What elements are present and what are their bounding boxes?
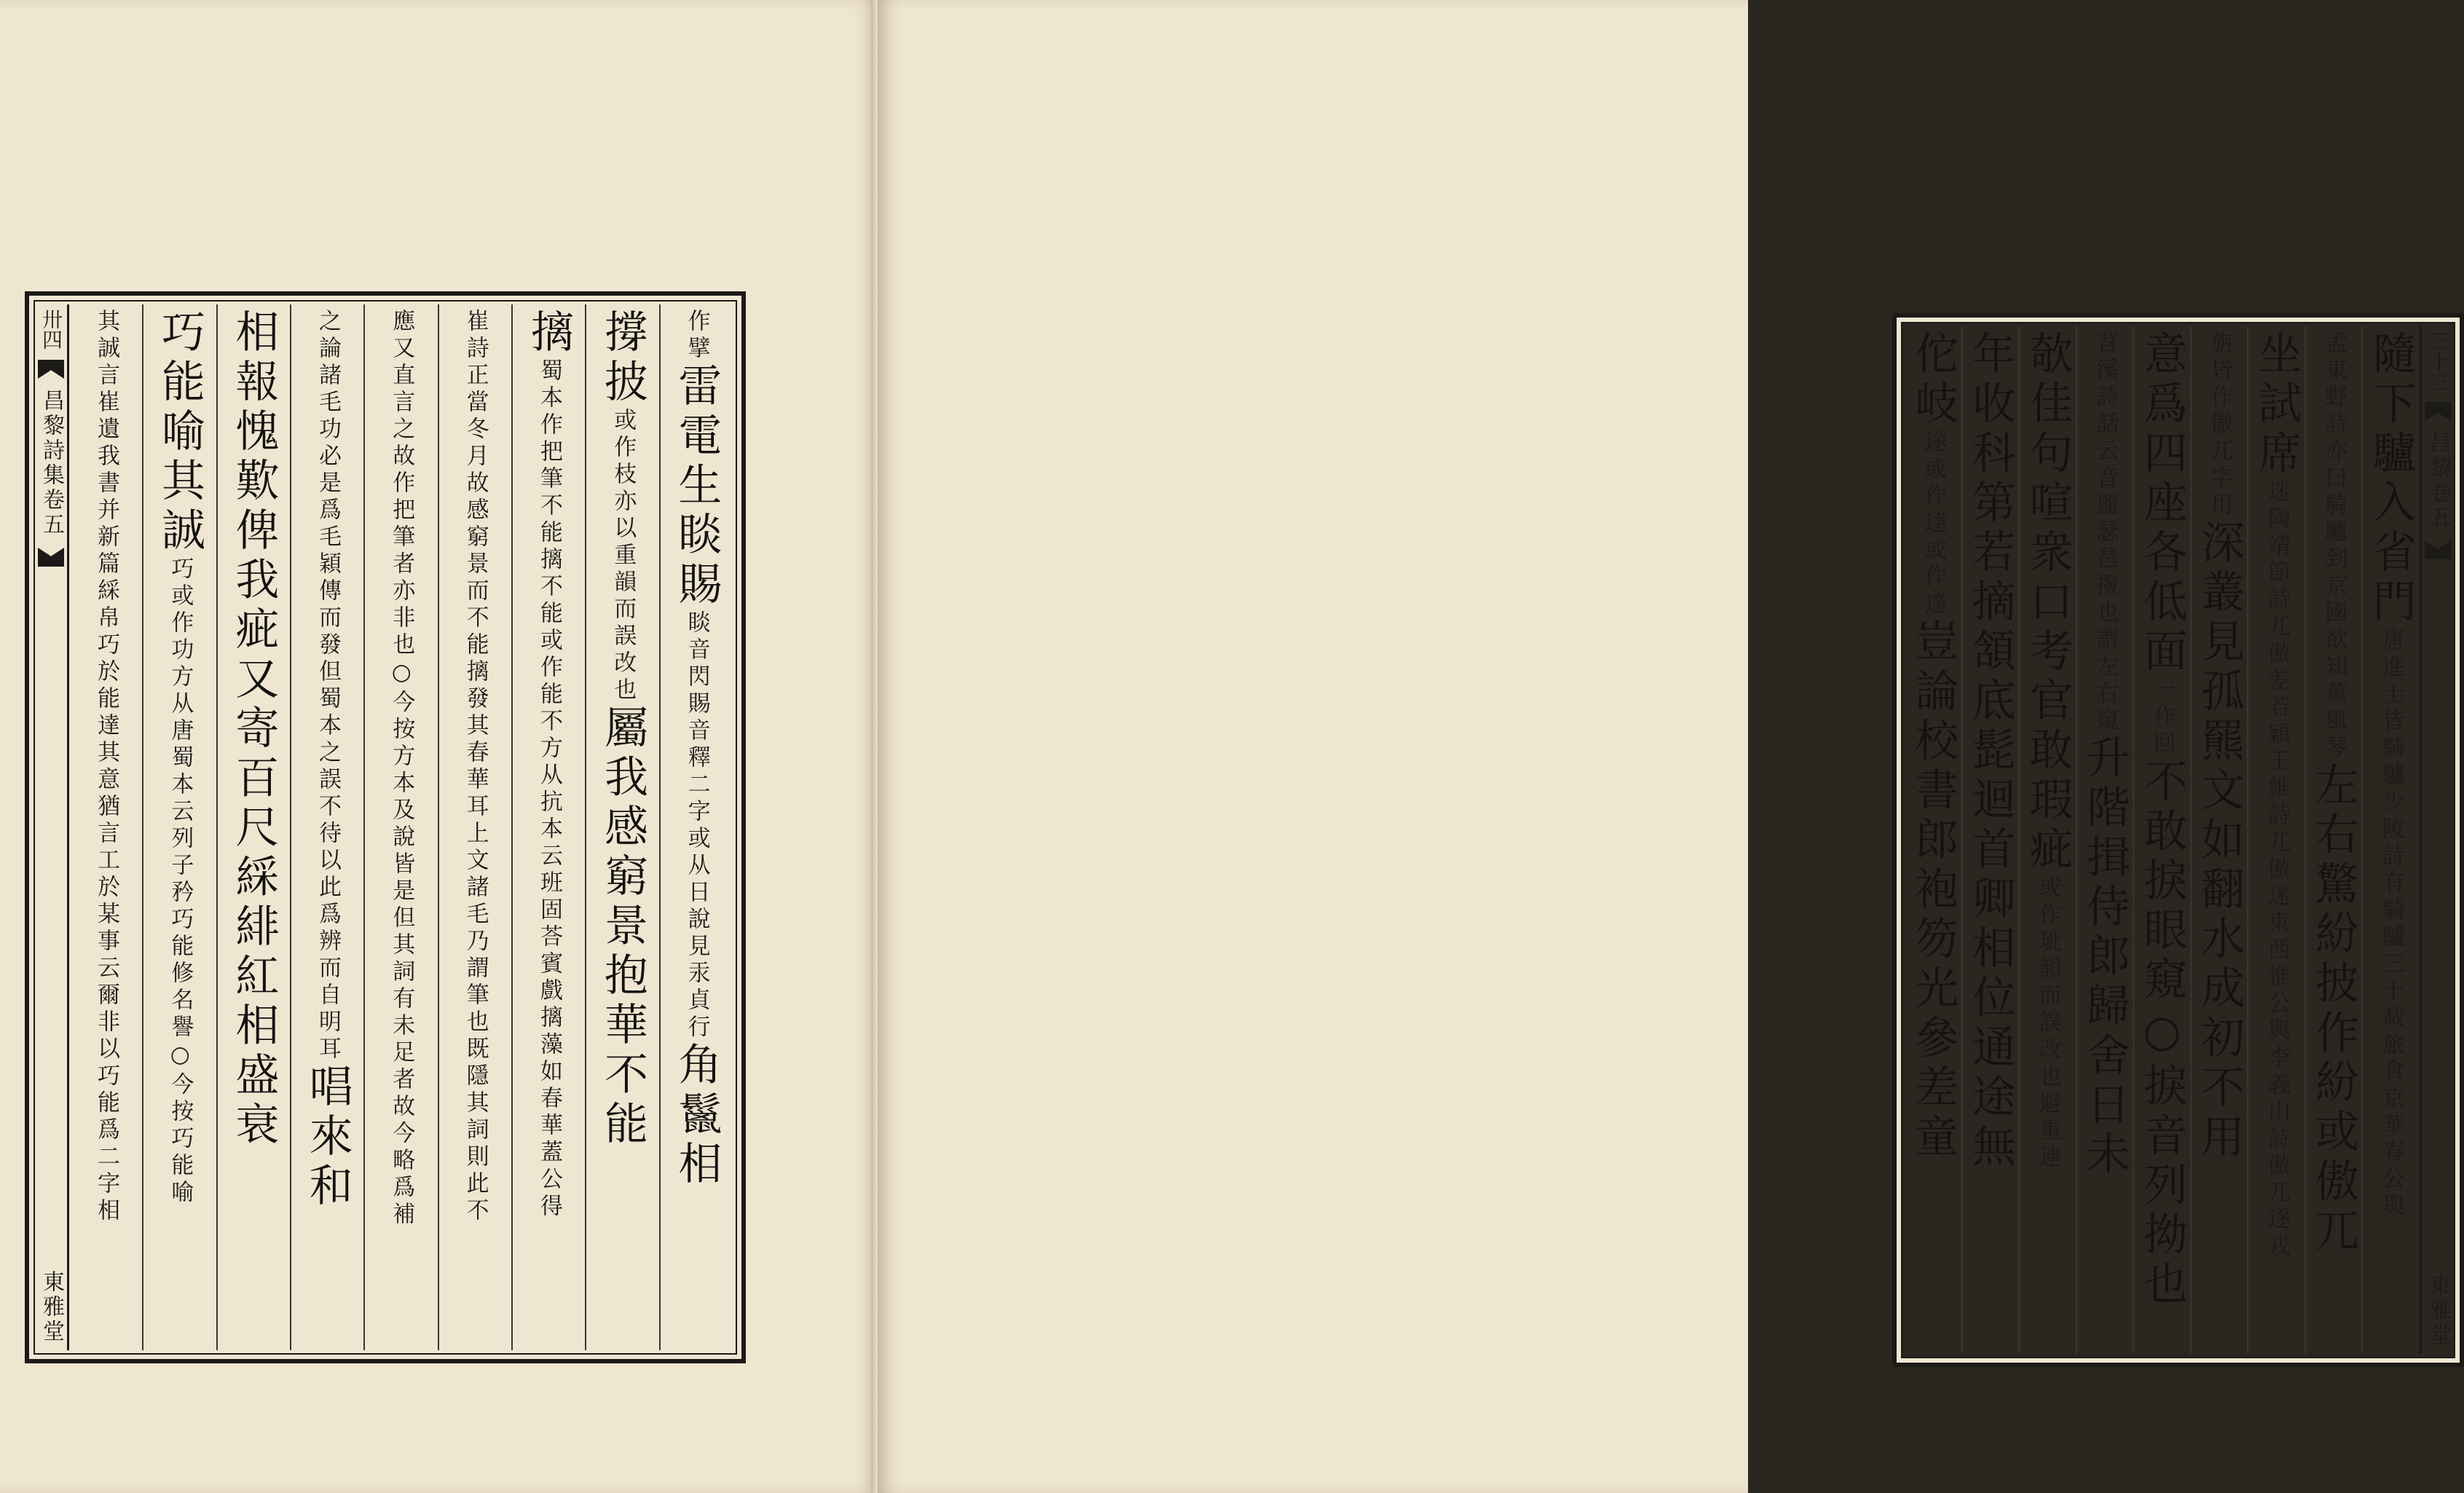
annotation: 或作枝亦以重韻而誤改也: [610, 408, 637, 704]
main-text: 左右驚紛披作紛或傲兀: [2308, 762, 2360, 1257]
main-text: 隨下驢入省門: [2365, 331, 2417, 628]
annotation: 或作玼韻而誤改也避重連: [2034, 875, 2061, 1172]
right-columns: [1905, 326, 2419, 1354]
text-column: [438, 304, 511, 1350]
left-columns: [70, 304, 733, 1350]
fish-tail-mark: [38, 360, 64, 379]
main-text: 意爲四座各低面: [2136, 331, 2188, 677]
main-text: 摛: [523, 309, 575, 358]
text-column: [216, 304, 290, 1350]
main-text: 佗岐: [1908, 331, 1959, 430]
annotation: 迷陶靖節詩兀傲差若穎王維詩兀傲迷東西惟公與李義山詩傲兀逐戎: [2263, 479, 2290, 1261]
text-column: [2304, 326, 2362, 1354]
annotation: 途或作逵或作達: [1920, 430, 1947, 618]
text-column: [2247, 326, 2304, 1354]
leaf-number: 三十三: [2426, 331, 2450, 392]
text-column: [363, 304, 437, 1350]
fish-tail-mark: [2425, 540, 2451, 559]
annotation: 其誠言崔遺我書并新篇綵帛巧於能達其意猶言工於某事云爾非以巧能爲二字相: [93, 309, 119, 1225]
text-column: [142, 304, 216, 1350]
fold-publisher: 東雅堂: [39, 1270, 64, 1344]
main-text: 豈論校書郎袍笏光參差童: [1908, 618, 1959, 1163]
annotation: 之論諸毛功必是爲毛穎傳而發但蜀本之誤不待以此爲辨而自明耳: [314, 309, 341, 1063]
text-column: [659, 304, 733, 1350]
annotation: 苕溪詩話云音麗瑟琶撥也謂左右窺: [2092, 331, 2119, 735]
right-fold-column: [2420, 326, 2454, 1354]
text-column: [2076, 326, 2133, 1354]
leaf-number: 卅四: [39, 309, 63, 350]
text-column: [1905, 326, 1961, 1354]
text-column: [511, 304, 585, 1350]
main-text: 升階揖侍郎歸舍日未: [2079, 735, 2130, 1181]
annotation: 唐進士皆騎驢少陵詩有騎驢三十載旅食京華春公與: [2377, 628, 2404, 1221]
annotation: 一作回: [2149, 677, 2176, 758]
text-column: [2133, 326, 2190, 1354]
main-text: 相報愧歎俾我疵又寄百尺綵緋紅相盛衰: [228, 309, 280, 1151]
left-text-block: [25, 291, 746, 1363]
annotation: 睒音閃賜音釋二字或从日說見汞貞行: [683, 610, 710, 1041]
fold-publisher: 東雅堂: [2425, 1274, 2451, 1348]
main-text: 角鬣相: [671, 1041, 723, 1190]
text-column: [1961, 326, 2019, 1354]
fish-tail-mark: [38, 548, 64, 567]
annotation: 崔詩正當冬月故感窮景而不能摛發其春華耳上文諸毛乃謂筆也既隱其詞則此不: [462, 309, 489, 1225]
fold-book-title: 昌黎卷五: [2425, 431, 2451, 530]
right-page: [878, 0, 2451, 1493]
annotation: 孟東野詩亦曰騎驢到京國欲知薰風琴: [2321, 331, 2347, 762]
right-text-block: [1892, 313, 2464, 1367]
main-text: 屬我感窮景抱華不能: [597, 704, 648, 1150]
text-column: [2190, 326, 2248, 1354]
main-text: 唱來和: [302, 1063, 353, 1212]
main-text: 深叢見孤羆文如翻水成初不用: [2194, 519, 2245, 1163]
main-text: 坐試席: [2251, 331, 2302, 479]
main-text: 不敢捩眼窺○捩音列拗也: [2136, 758, 2188, 1310]
main-text: 欹佳句喧衆口考官敢瑕疵: [2022, 331, 2074, 875]
text-column: [290, 304, 363, 1350]
fold-book-title: 昌黎詩集卷五: [39, 389, 64, 537]
fish-tail-mark: [2425, 402, 2451, 421]
annotation: 旃皆作傲兀字用: [2206, 331, 2233, 519]
text-column: [70, 304, 142, 1350]
annotation: 蜀本作把筆不能摛不能或作能不方从抗本云班固荅賓戲摛藻如春華蓋公得: [535, 358, 562, 1221]
annotation: 巧或作功方从唐蜀本云列子矜巧能修名譽○今按巧能喻: [167, 556, 194, 1207]
left-fold-column: [35, 304, 69, 1350]
text-column: [585, 304, 658, 1350]
left-page: [0, 0, 878, 1493]
annotation: 應又直言之故作把筆者亦非也○今按方本及說皆是但其詞有未足者故今略爲補: [388, 309, 415, 1229]
main-text: 撐披: [597, 309, 648, 408]
main-text: 年收科第若摘頷底髭迴首卿相位通途無: [1964, 331, 2016, 1173]
text-column: [2361, 326, 2419, 1354]
annotation: 作擘: [683, 309, 710, 363]
main-text: 雷電生睒賜: [671, 363, 723, 610]
text-column: [2018, 326, 2076, 1354]
main-text: 巧能喻其誠: [154, 309, 206, 556]
